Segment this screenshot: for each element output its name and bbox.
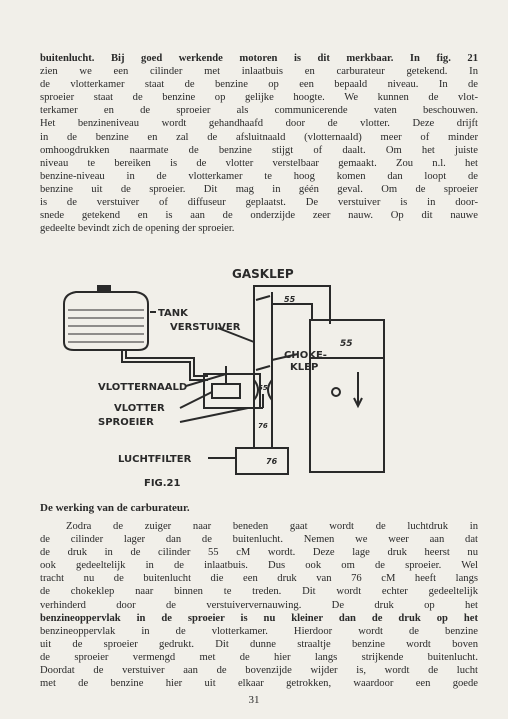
text-line: de chokeklep naar binnen te treden. Dit wordt echter gedeeltelijk: [40, 586, 478, 598]
fuel-tank: [64, 292, 148, 350]
text-line: de cilinder lager dan de buitenlucht. Nemen we weer aan dat: [40, 534, 478, 546]
air-filter: [236, 448, 288, 474]
text-line: Zodra de zuiger naar beneden gaat wordt de luchtdruk in: [66, 521, 478, 532]
text-line: niveau te bereiken is de vlotter verstelbaar gemaakt. Zou n.l. het: [40, 157, 478, 169]
figure-caption: FIG.21: [144, 478, 181, 489]
text-line: benzineoppervlak in de vlotterkamer. Hierdoor wordt de benzine: [40, 625, 478, 637]
text-line: buitenlucht. Bij goed werkende motoren is dit merkbaar. In fig. 21: [40, 53, 478, 64]
text-line: gedeelte bevindt zich de opening der sproeier.: [40, 223, 235, 235]
text-line: benzine uit de sproeier. Dit mag in géén geval. Om de sproeier: [40, 183, 478, 195]
label-choke: CHOKE-: [284, 350, 327, 361]
text-line: terkamer en de sproeier als communicerende vaten beschouwen.: [40, 105, 478, 117]
piston-pin: [332, 388, 340, 396]
value-pipe: 55: [284, 295, 296, 304]
text-line: benzine-niveau in de vlotterkamer te hoog komen dan loopt de: [40, 170, 478, 182]
text-line: omhoogdrukken naarmate de benzine stijgt of daalt. Om het juiste: [40, 144, 478, 156]
label-gasklep: GASKLEP: [232, 267, 294, 281]
label-klep: KLEP: [290, 362, 319, 373]
page-number: 31: [248, 694, 260, 706]
text-line: Het benzineniveau wordt gehandhaafd door de vlotter. Deze drijft: [40, 118, 478, 130]
label-tank: TANK: [158, 308, 188, 319]
body-paragraph-1: [40, 52, 478, 235]
value-venturi: 55: [258, 384, 268, 392]
choke-flap: [256, 366, 270, 370]
section-heading: De werking van de carburateur.: [40, 502, 190, 514]
text-line: de druk in de cilinder 55 cM wordt. Deze lage druk heerst nu: [40, 547, 478, 559]
text-line: snede getekend en is aan de onderzijde zeer nauw. Op dit nauwe: [40, 210, 478, 222]
float: [212, 384, 240, 398]
text-line: tracht nu de buitenlucht die een druk van 76 cM heeft langs: [40, 573, 478, 585]
value-filter: 76: [266, 457, 278, 466]
text-line: sproeier staat de benzine op gelijke hoogte. We kunnen de vlot-: [40, 92, 478, 104]
text-line: uit de sproeier gedrukt. Dit dunne straaltje benzine wordt boven: [40, 638, 478, 650]
body-paragraph-2: [40, 520, 478, 690]
tank-cap: [98, 286, 110, 292]
text-line: Doordat de verstuiver aan de bovenzijde wijder is, wordt de lucht: [40, 665, 478, 677]
label-luchtfilter: LUCHTFILTER: [118, 454, 192, 465]
carburetor-diagram: [40, 262, 440, 497]
text-line: de vlotterkamer staat de benzine op een bepaald niveau. In de: [40, 79, 478, 91]
throttle-valve: [256, 296, 270, 300]
text-line: benzineoppervlak in de sproeier is nu kleiner dan de druk op het: [40, 612, 478, 624]
text-line: is de verstuiver of diffuseur geplaatst. De verstuiver is in door-: [40, 197, 478, 209]
label-vlotternaald: VLOTTERNAALD: [98, 382, 188, 393]
text-line: zien we een cilinder met inlaatbuis en carburateur getekend. In: [40, 66, 478, 78]
value-inlet: 76: [258, 422, 268, 430]
text-line: ook gedeeltelijk in de inlaatbuis. Dus ook om de sproeier. Wel: [40, 560, 478, 572]
text-line: met de benzine hier uit elkaar getrokken, waardoor een goede: [40, 678, 478, 690]
fuel-level: [68, 310, 144, 342]
label-sproeier: SPROEIER: [98, 417, 154, 428]
label-verstuiver: VERSTUIVER: [170, 322, 241, 333]
text-line: verhinderd door de verstuiververnauwing. De druk op het: [40, 599, 478, 611]
label-vlotter: VLOTTER: [114, 403, 165, 414]
text-line: in de benzine en zal de afsluitnaald (vlotternaald) meer of minder: [40, 131, 478, 143]
text-line: de sproeier vermengd met de hier langs strijkende buitenlucht.: [40, 651, 478, 663]
value-cylinder: 55: [340, 339, 353, 349]
